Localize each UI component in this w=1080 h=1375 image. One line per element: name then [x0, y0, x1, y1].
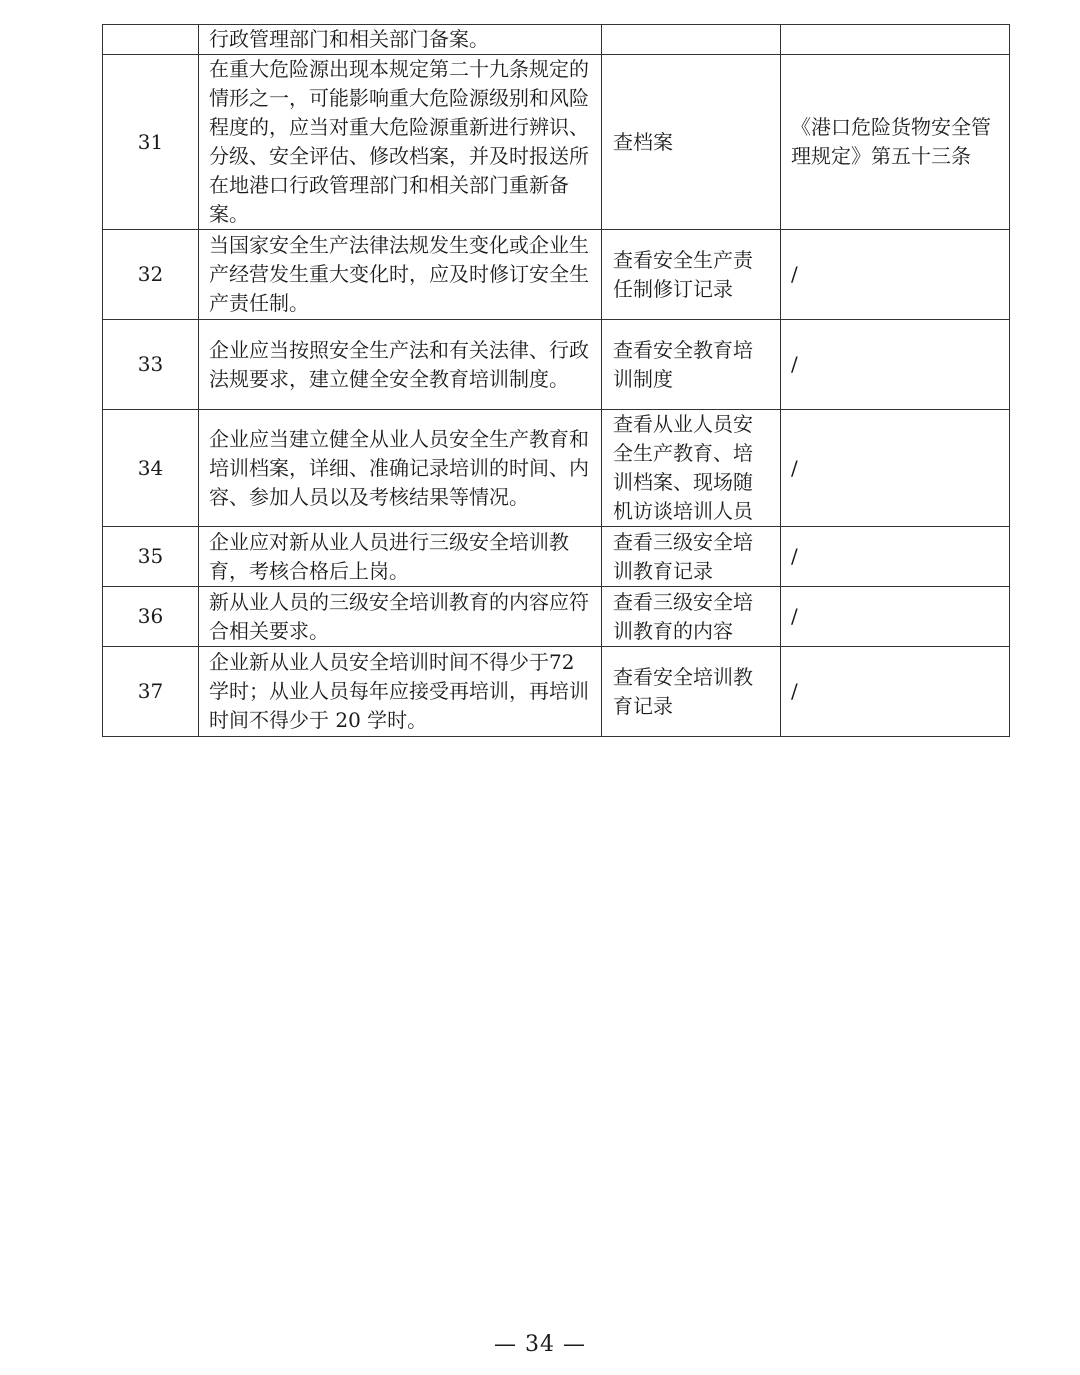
requirement-cell: 新从业人员的三级安全培训教育的内容应符合相关要求。	[199, 587, 602, 647]
row-number: 35	[103, 527, 199, 587]
table-row	[103, 587, 1010, 647]
requirement-cell: 企业应当建立健全从业人员安全生产教育和培训档案，详细、准确记录培训的时间、内容、参加人员以及考核结果等情况。	[199, 410, 602, 527]
table-row	[103, 527, 1010, 587]
requirement-cell: 当国家安全生产法律法规发生变化或企业生产经营发生重大变化时，应及时修订安全生产责任制。	[199, 230, 602, 320]
requirement-cell: 企业应当按照安全生产法和有关法律、行政法规要求，建立健全安全教育培训制度。	[199, 320, 602, 410]
inspection-method-cell: 查看三级安全培训教育的内容	[602, 587, 781, 647]
table-row	[103, 647, 1010, 737]
legal-basis-cell: /	[781, 320, 1010, 410]
inspection-method-cell: 查看从业人员安全生产教育、培训档案、现场随机访谈培训人员	[602, 410, 781, 527]
row-number: 32	[103, 230, 199, 320]
row-number: 34	[103, 410, 199, 527]
legal-basis-cell	[781, 25, 1010, 55]
legal-basis-cell: /	[781, 230, 1010, 320]
legal-basis-cell: /	[781, 410, 1010, 527]
row-number: 31	[103, 55, 199, 230]
page-number: — 34 —	[494, 1332, 586, 1357]
row-number: 37	[103, 647, 199, 737]
row-number: 33	[103, 320, 199, 410]
legal-basis-cell: /	[781, 647, 1010, 737]
table-row	[103, 410, 1010, 527]
inspection-method-cell: 查看安全生产责任制修订记录	[602, 230, 781, 320]
inspection-table	[102, 24, 1010, 737]
requirement-cell: 在重大危险源出现本规定第二十九条规定的情形之一，可能影响重大危险源级别和风险程度的，应当对重大危险源重新进行辨识、分级、安全评估、修改档案，并及时报送所在地港口行政管理部门和相关部门重新备案。	[199, 55, 602, 230]
inspection-method-cell	[602, 25, 781, 55]
requirement-cell: 企业新从业人员安全培训时间不得少于72 学时；从业人员每年应接受再培训，再培训时间不得少于 20 学时。	[199, 647, 602, 737]
legal-basis-cell: 《港口危险货物安全管理规定》第五十三条	[781, 55, 1010, 230]
table-row	[103, 230, 1010, 320]
legal-basis-cell: /	[781, 587, 1010, 647]
table-row	[103, 320, 1010, 410]
legal-basis-cell: /	[781, 527, 1010, 587]
row-number: 36	[103, 587, 199, 647]
inspection-method-cell: 查看安全培训教育记录	[602, 647, 781, 737]
table-row	[103, 55, 1010, 230]
table-row	[103, 25, 1010, 55]
inspection-method-cell: 查档案	[602, 55, 781, 230]
inspection-method-cell: 查看安全教育培训制度	[602, 320, 781, 410]
row-number	[103, 25, 199, 55]
requirement-cell: 行政管理部门和相关部门备案。	[199, 25, 602, 55]
requirement-cell: 企业应对新从业人员进行三级安全培训教育，考核合格后上岗。	[199, 527, 602, 587]
inspection-method-cell: 查看三级安全培训教育记录	[602, 527, 781, 587]
